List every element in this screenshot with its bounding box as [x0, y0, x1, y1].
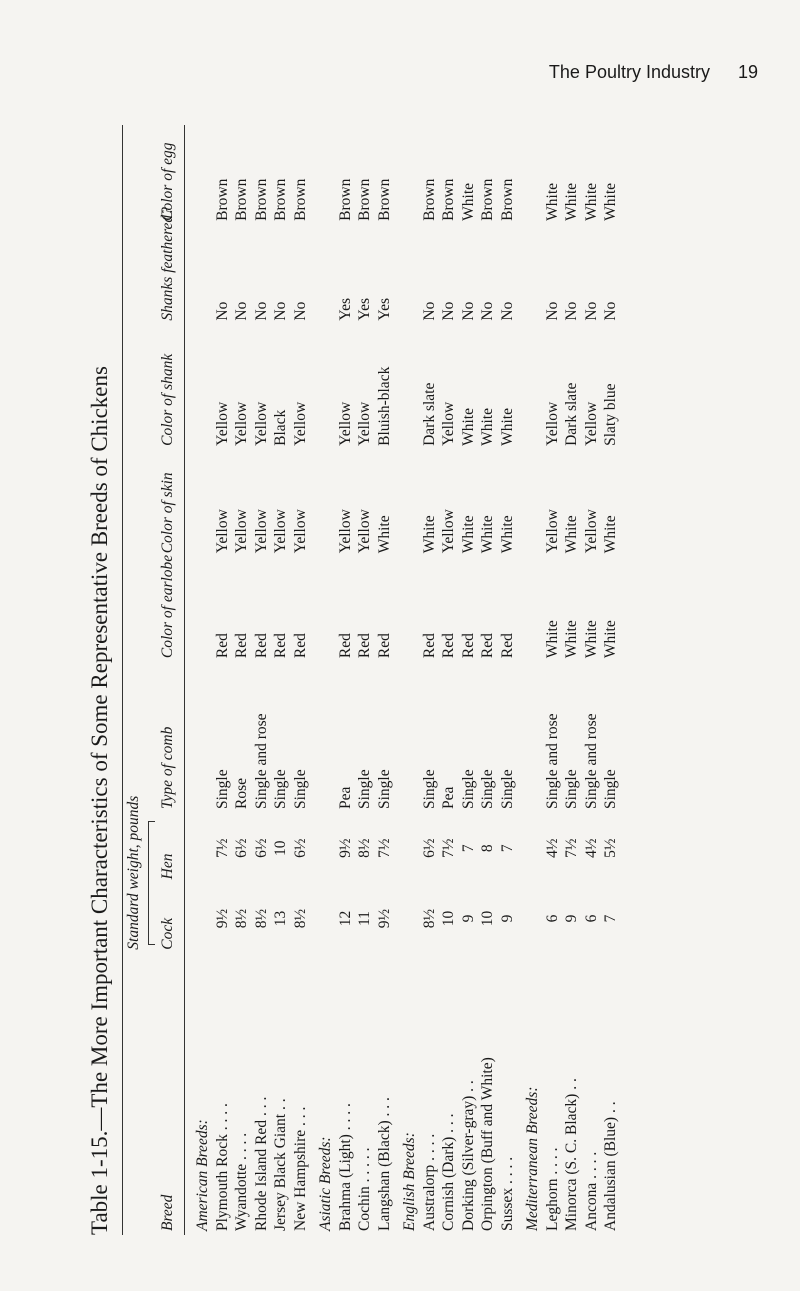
- table-row: [336, 125, 356, 1235]
- earlobe-cell: White: [563, 620, 580, 659]
- standard-weight-label: Standard weight, pounds: [125, 795, 142, 950]
- cock-cell: 8½: [420, 908, 438, 929]
- shank-cell: Yellow: [233, 401, 250, 446]
- breed-cell: Dorking (Silver-gray) . .: [459, 1080, 477, 1231]
- shank-cell: Yellow: [336, 401, 354, 446]
- cock-cell: 9: [459, 914, 477, 923]
- shank-cell: Yellow: [252, 401, 270, 446]
- hen-cell: 9½: [336, 838, 354, 858]
- group-heading: American Breeds:: [194, 1119, 211, 1231]
- page-number: 19: [737, 62, 758, 82]
- hen-cell: 7½: [440, 838, 457, 858]
- cock-cell: 9: [498, 914, 516, 923]
- hen-cell: 6½: [233, 838, 250, 858]
- table-row: [498, 125, 518, 1235]
- skin-cell: White: [602, 515, 619, 554]
- egg-cell: White: [543, 182, 561, 221]
- feathered-cell: No: [233, 301, 250, 321]
- skin-cell: Yellow: [440, 509, 457, 554]
- skin-cell: Yellow: [291, 509, 309, 554]
- egg-cell: White: [459, 182, 477, 221]
- egg-cell: Brown: [272, 178, 289, 221]
- cock-cell: 10: [440, 910, 457, 927]
- table-row: [601, 125, 621, 1235]
- header-breed: Breed: [159, 1194, 176, 1231]
- hen-cell: 7½: [213, 838, 231, 858]
- shank-cell: White: [459, 408, 477, 446]
- hen-cell: 8: [479, 844, 496, 853]
- hen-cell: 7½: [563, 838, 580, 858]
- shank-cell: Dark slate: [420, 382, 438, 446]
- breed-cell: Minorca (S. C. Black) . .: [563, 1078, 580, 1231]
- cock-cell: 6: [543, 914, 561, 923]
- egg-cell: Brown: [336, 178, 354, 221]
- comb-cell: Pea: [336, 786, 354, 810]
- table-row: [355, 125, 375, 1235]
- shank-cell: Yellow: [582, 401, 600, 446]
- hen-cell: 10: [272, 840, 289, 856]
- table-row: [420, 125, 440, 1235]
- page-header: [0, 62, 800, 92]
- weight-brace: [148, 821, 155, 945]
- skin-cell: Yellow: [252, 509, 270, 554]
- skin-cell: White: [375, 515, 393, 554]
- hen-cell: 7½: [375, 838, 393, 858]
- hen-cell: 7: [498, 844, 516, 853]
- shank-cell: White: [479, 408, 496, 446]
- earlobe-cell: Red: [375, 633, 393, 659]
- feathered-cell: Yes: [375, 298, 393, 321]
- skin-cell: White: [420, 515, 438, 554]
- cock-cell: 7: [602, 914, 619, 923]
- skin-cell: White: [498, 515, 516, 554]
- comb-cell: Pea: [440, 786, 457, 810]
- earlobe-cell: Red: [252, 633, 270, 659]
- header-rule: [184, 125, 185, 1235]
- comb-cell: Single: [459, 769, 477, 810]
- group-heading: English Breeds:: [401, 1132, 418, 1231]
- cock-cell: 8½: [252, 908, 270, 929]
- earlobe-cell: White: [543, 620, 561, 659]
- cock-cell: 9½: [213, 908, 231, 929]
- earlobe-cell: Red: [440, 633, 457, 659]
- breed-cell: Jersey Black Giant . .: [272, 1098, 289, 1231]
- egg-cell: White: [582, 182, 600, 221]
- earlobe-cell: Red: [498, 633, 516, 659]
- header-standard-weight: [125, 795, 159, 954]
- breeds-table: [125, 125, 621, 1235]
- comb-cell: Single: [479, 769, 496, 810]
- top-rule: [122, 125, 123, 1235]
- breed-cell: Rhode Island Red . . .: [252, 1096, 270, 1231]
- feathered-cell: No: [291, 301, 309, 321]
- shank-cell: Yellow: [356, 401, 373, 446]
- skin-cell: Yellow: [356, 509, 373, 554]
- breed-cell: Brahma (Light) . . . .: [336, 1103, 354, 1231]
- feathered-cell: No: [602, 301, 619, 321]
- rotated-table-block: [80, 125, 700, 1235]
- table-row: [291, 125, 311, 1235]
- comb-cell: Single and rose: [252, 713, 270, 810]
- earlobe-cell: Red: [272, 633, 289, 659]
- table-row: [478, 125, 498, 1235]
- comb-cell: Single: [563, 769, 580, 810]
- shank-cell: White: [498, 408, 516, 446]
- egg-cell: Brown: [498, 178, 516, 221]
- header-shank: Color of shank: [159, 353, 176, 446]
- table-row: [439, 125, 459, 1235]
- feathered-cell: No: [582, 301, 600, 321]
- cock-cell: 12: [336, 910, 354, 927]
- earlobe-cell: Red: [213, 633, 231, 659]
- hen-cell: 6½: [420, 838, 438, 858]
- shank-cell: Bluish-black: [375, 366, 393, 446]
- egg-cell: Brown: [440, 178, 457, 221]
- feathered-cell: Yes: [356, 298, 373, 321]
- comb-cell: Rose: [233, 778, 250, 810]
- skin-cell: Yellow: [272, 509, 289, 554]
- egg-cell: Brown: [375, 178, 393, 221]
- header-hen: Hen: [159, 853, 176, 880]
- egg-cell: Brown: [356, 178, 373, 221]
- comb-cell: Single: [602, 769, 619, 810]
- earlobe-cell: Red: [420, 633, 438, 659]
- comb-cell: Single: [291, 769, 309, 810]
- feathered-cell: No: [440, 301, 457, 321]
- egg-cell: Brown: [213, 178, 231, 221]
- breed-cell: New Hampshire . . .: [291, 1106, 309, 1231]
- cock-cell: 8½: [291, 908, 309, 929]
- egg-cell: Brown: [420, 178, 438, 221]
- running-title: The Poultry Industry: [548, 62, 710, 82]
- shank-cell: Dark slate: [563, 382, 580, 446]
- cock-cell: 9: [563, 914, 580, 923]
- shank-cell: Yellow: [440, 401, 457, 446]
- table-row: [459, 125, 479, 1235]
- hen-cell: 6½: [291, 838, 309, 858]
- header-breed-spacer: [125, 954, 159, 1235]
- header-spacer: [125, 125, 159, 813]
- feathered-cell: No: [479, 301, 496, 321]
- breed-cell: Plymouth Rock . . . .: [213, 1103, 231, 1231]
- egg-cell: White: [563, 182, 580, 221]
- table-row: [562, 125, 582, 1235]
- earlobe-cell: Red: [336, 633, 354, 659]
- earlobe-cell: Red: [459, 633, 477, 659]
- group-heading: Asiatic Breeds:: [317, 1136, 334, 1231]
- table-caption: Table 1-15.—The More Important Characteristics of Some Representative Breeds of Chickens: [87, 366, 112, 1235]
- table-row: [271, 125, 291, 1235]
- comb-cell: Single: [213, 769, 231, 810]
- skin-cell: White: [563, 515, 580, 554]
- header-egg: Color of egg: [159, 142, 176, 221]
- earlobe-cell: Red: [479, 633, 496, 659]
- header-cock: Cock: [159, 917, 176, 950]
- cock-cell: 11: [356, 911, 373, 926]
- skin-cell: White: [479, 515, 496, 554]
- hen-cell: 8½: [356, 838, 373, 858]
- breed-cell: Australorp . . . .: [420, 1133, 438, 1231]
- egg-cell: Brown: [233, 178, 250, 221]
- header-feathered: Shanks feathered?: [159, 207, 176, 321]
- cock-cell: 6: [582, 914, 600, 923]
- comb-cell: Single: [356, 769, 373, 810]
- comb-cell: Single: [272, 769, 289, 810]
- feathered-cell: No: [213, 301, 231, 321]
- breed-cell: Langshan (Black) . . .: [375, 1097, 393, 1231]
- egg-cell: Brown: [291, 178, 309, 221]
- skin-cell: Yellow: [213, 509, 231, 554]
- egg-cell: Brown: [252, 178, 270, 221]
- earlobe-cell: Red: [233, 633, 250, 659]
- header-comb: Type of comb: [159, 726, 176, 810]
- earlobe-cell: Red: [356, 633, 373, 659]
- egg-cell: White: [602, 182, 619, 221]
- feathered-cell: No: [420, 301, 438, 321]
- breed-cell: Orpington (Buff and White): [479, 1057, 496, 1231]
- shank-cell: Slaty blue: [602, 383, 619, 446]
- comb-cell: Single: [498, 769, 516, 810]
- cock-cell: 8½: [233, 908, 250, 929]
- egg-cell: Brown: [479, 178, 496, 221]
- shank-cell: Yellow: [291, 401, 309, 446]
- feathered-cell: No: [543, 301, 561, 321]
- breed-cell: Wyandotte . . . .: [233, 1132, 250, 1231]
- feathered-cell: No: [498, 301, 516, 321]
- group-heading: Mediterranean Breeds:: [524, 1086, 541, 1231]
- feathered-cell: No: [252, 301, 270, 321]
- breed-cell: Ancona . . . .: [582, 1151, 600, 1231]
- skin-cell: Yellow: [543, 509, 561, 554]
- table-row: [543, 125, 563, 1235]
- table-row: [232, 125, 252, 1235]
- breed-cell: Cornish (Dark) . . .: [440, 1113, 457, 1231]
- feathered-cell: No: [272, 301, 289, 321]
- feathered-cell: No: [563, 301, 580, 321]
- earlobe-cell: Red: [291, 633, 309, 659]
- table-row: [252, 125, 272, 1235]
- cock-cell: 9½: [375, 908, 393, 929]
- table-row: [213, 125, 233, 1235]
- comb-cell: Single and rose: [543, 713, 561, 810]
- cock-cell: 10: [479, 910, 496, 927]
- skin-cell: White: [459, 515, 477, 554]
- hen-cell: 7: [459, 844, 477, 853]
- hen-cell: 6½: [252, 838, 270, 858]
- comb-cell: Single and rose: [582, 713, 600, 810]
- feathered-cell: No: [459, 301, 477, 321]
- breed-cell: Sussex . . . .: [498, 1156, 516, 1231]
- header-skin: Color of skin: [159, 472, 176, 554]
- earlobe-cell: White: [582, 620, 600, 659]
- skin-cell: Yellow: [582, 509, 600, 554]
- header-earlobe: Color of earlobe: [159, 554, 176, 659]
- hen-cell: 5½: [602, 838, 619, 858]
- table-row: [582, 125, 602, 1235]
- comb-cell: Single: [420, 769, 438, 810]
- feathered-cell: Yes: [336, 298, 354, 321]
- shank-cell: Black: [272, 409, 289, 446]
- shank-cell: Yellow: [213, 401, 231, 446]
- shank-cell: Yellow: [543, 401, 561, 446]
- table-row: [375, 125, 395, 1235]
- breed-cell: Andalusian (Blue) . .: [602, 1101, 619, 1231]
- skin-cell: Yellow: [233, 509, 250, 554]
- hen-cell: 4½: [543, 838, 561, 858]
- skin-cell: Yellow: [336, 509, 354, 554]
- breed-cell: Cochin . . . . .: [356, 1147, 373, 1231]
- comb-cell: Single: [375, 769, 393, 810]
- hen-cell: 4½: [582, 838, 600, 858]
- breed-cell: Leghorn . . . .: [543, 1147, 561, 1231]
- cock-cell: 13: [272, 910, 289, 927]
- earlobe-cell: White: [602, 620, 619, 659]
